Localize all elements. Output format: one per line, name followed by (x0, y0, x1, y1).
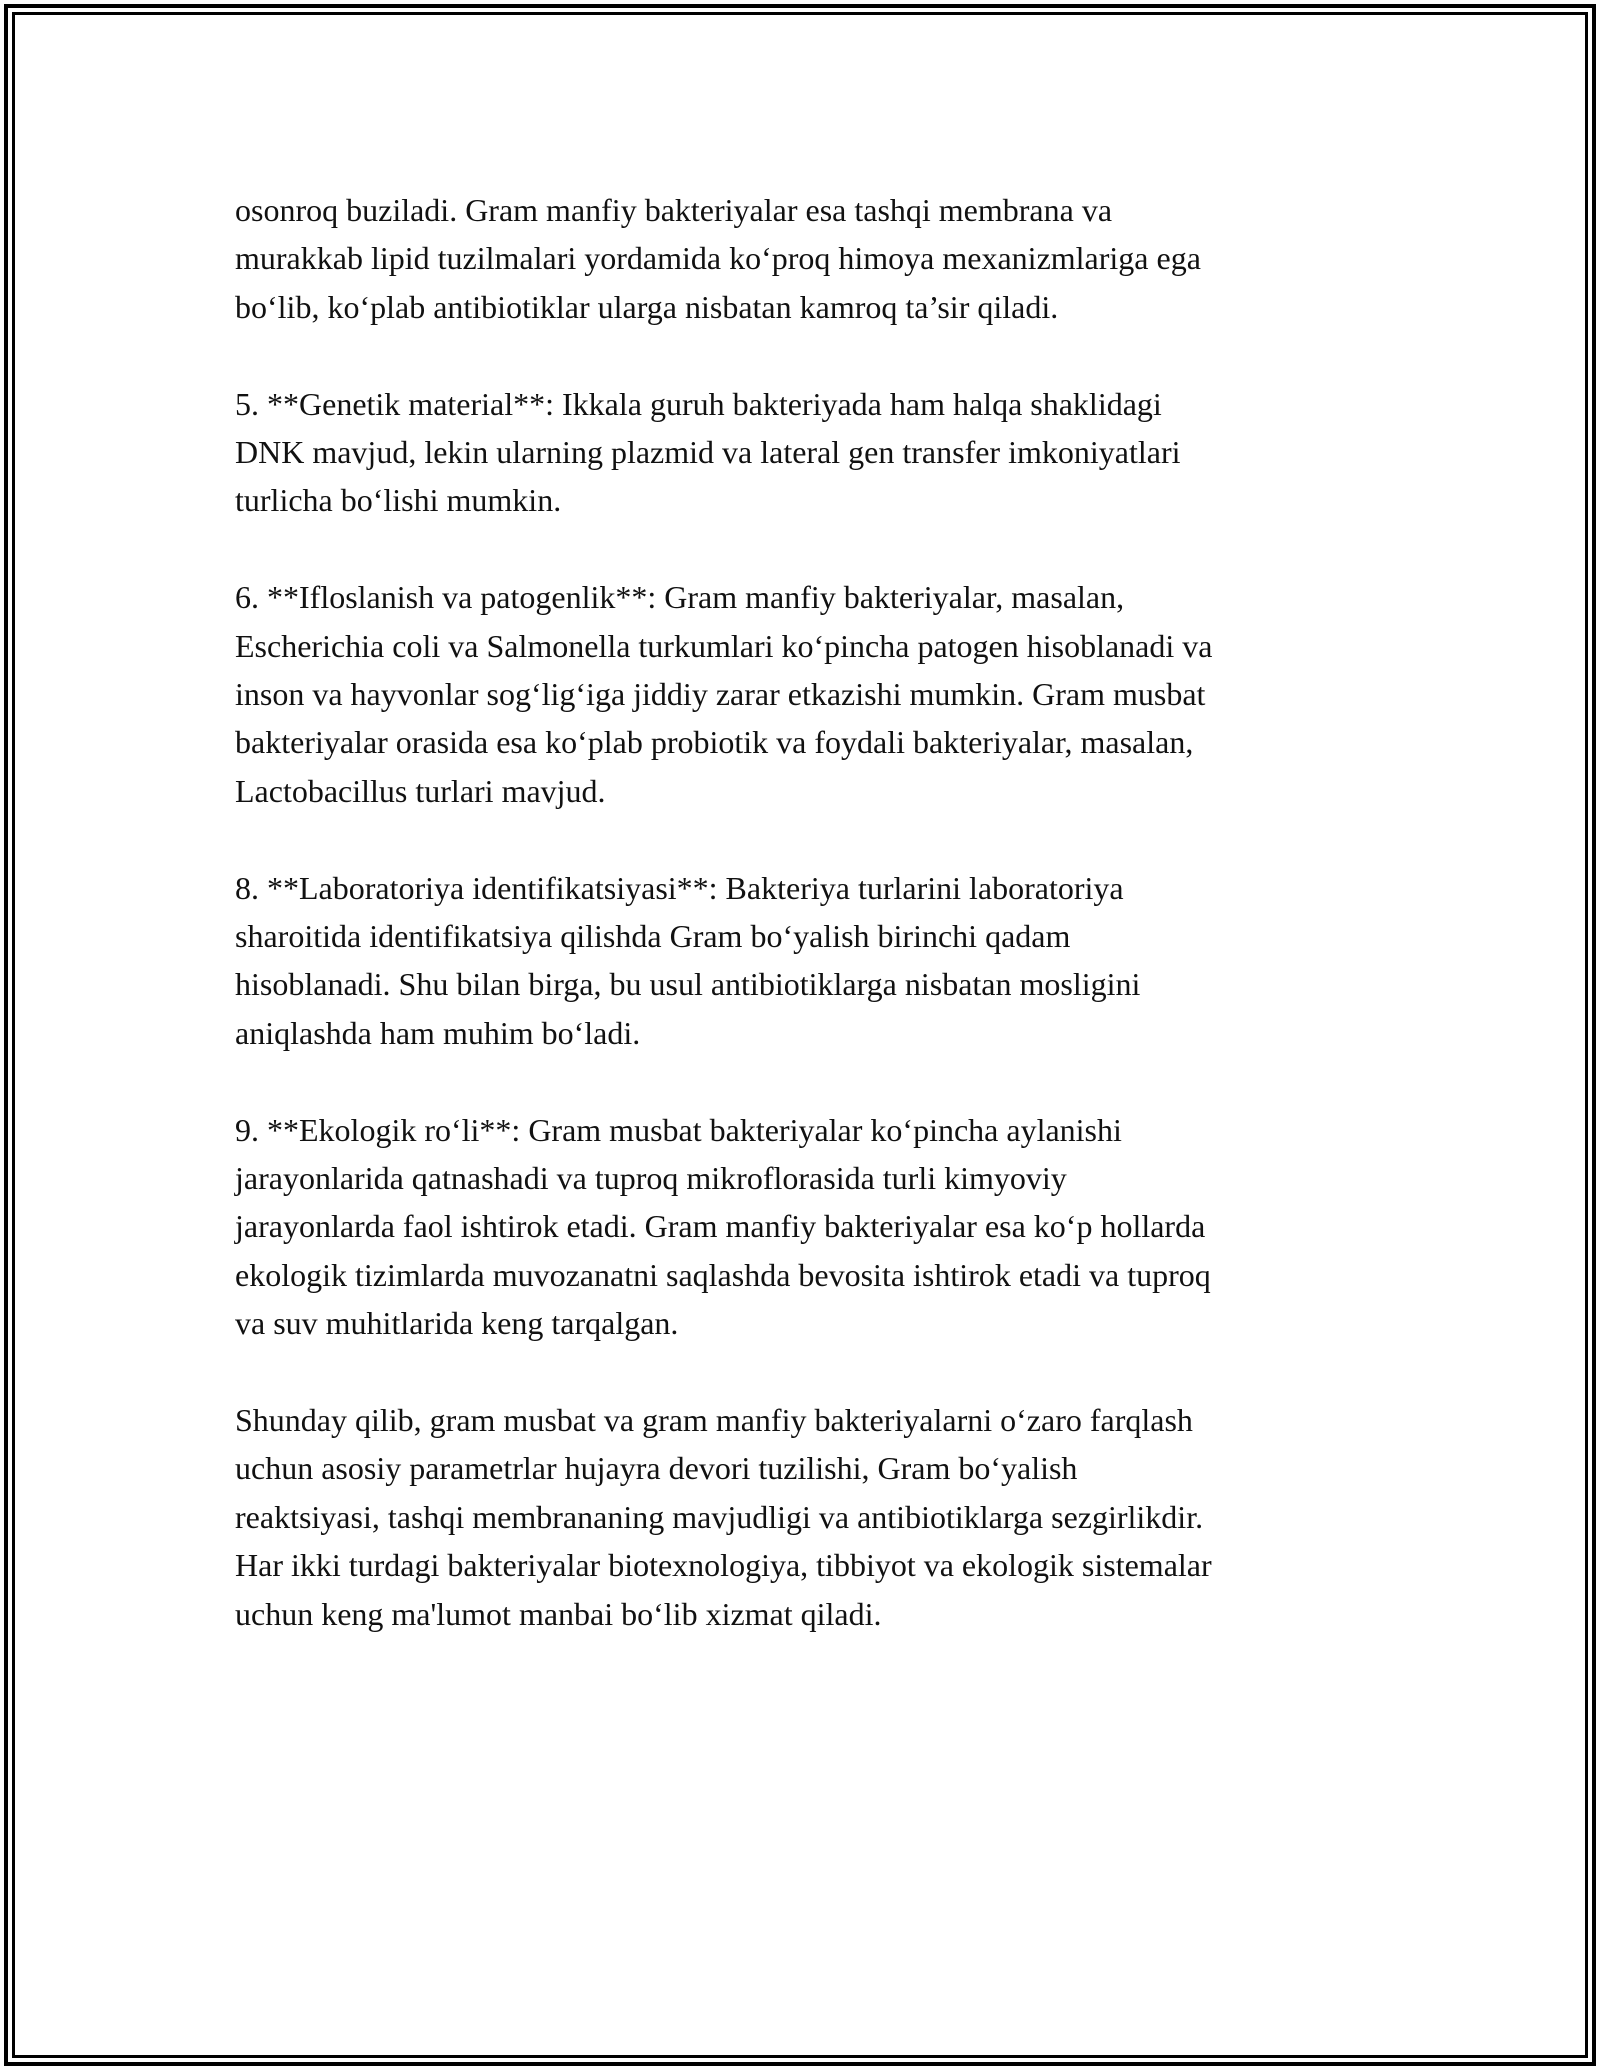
text-line: Lactobacillus turlari mavjud. (235, 772, 606, 809)
text-line: aniqlashda ham muhim bo‘ladi. (235, 1014, 641, 1051)
text-line: murakkab lipid tuzilmalari yordamida ko‘proq himoya mexanizmlariga ega (235, 240, 1201, 277)
paragraph-conclusion (235, 1396, 1375, 1638)
text-line: 9. **Ekologik ro‘li**: Gram musbat bakteriyalar ko‘pincha aylanishi (235, 1111, 1122, 1148)
text-line: 8. **Laboratoriya identifikatsiyasi**: Bakteriya turlarini laboratoriya (235, 869, 1124, 906)
paragraph-continuation (235, 186, 1375, 331)
text-line: bo‘lib, ko‘plab antibiotiklar ularga nisbatan kamroq ta’sir qiladi. (235, 288, 1059, 325)
text-line: hisoblanadi. Shu bilan birga, bu usul antibiotiklarga nisbatan mosligini (235, 966, 1141, 1003)
text-line: sharoitida identifikatsiya qilishda Gram bo‘yalish birinchi qadam (235, 918, 1071, 955)
text-line: jarayonlarida qatnashadi va tuproq mikroflorasida turli kimyoviy (235, 1160, 1067, 1197)
text-line: uchun keng ma'lumot manbai bo‘lib xizmat qiladi. (235, 1595, 882, 1632)
text-line: turlicha bo‘lishi mumkin. (235, 482, 562, 519)
text-line: Har ikki turdagi bakteriyalar biotexnologiya, tibbiyot va ekologik sistemalar (235, 1547, 1212, 1584)
text-line: inson va hayvonlar sog‘lig‘iga jiddiy zarar etkazishi mumkin. Gram musbat (235, 676, 1206, 713)
text-line: ekologik tizimlarda muvozanatni saqlashda bevosita ishtirok etadi va tuproq (235, 1256, 1211, 1293)
text-line: bakteriyalar orasida esa ko‘plab probiotik va foydali bakteriyalar, masalan, (235, 724, 1194, 761)
text-line: DNK mavjud, lekin ularning plazmid va lateral gen transfer imkoniyatlari (235, 434, 1181, 471)
paragraph-lab-identification (235, 864, 1375, 1058)
paragraph-genetic-material (235, 380, 1375, 525)
text-line: uchun asosiy parametrlar hujayra devori tuzilishi, Gram bo‘yalish (235, 1450, 1078, 1487)
text-line: Escherichia coli va Salmonella turkumlari ko‘pincha patogen hisoblanadi va (235, 627, 1213, 664)
text-line: 6. **Ifloslanish va patogenlik**: Gram manfiy bakteriyalar, masalan, (235, 579, 1125, 616)
paragraph-pathogenicity (235, 573, 1375, 815)
text-line: jarayonlarda faol ishtirok etadi. Gram manfiy bakteriyalar esa ko‘p hollarda (235, 1208, 1206, 1245)
text-line: Shunday qilib, gram musbat va gram manfiy bakteriyalarni o‘zaro farqlash (235, 1402, 1193, 1439)
text-line: reaktsiyasi, tashqi membrananing mavjudligi va antibiotiklarga sezgirlikdir. (235, 1498, 1204, 1535)
text-line: 5. **Genetik material**: Ikkala guruh bakteriyada ham halqa shaklidagi (235, 385, 1162, 422)
text-line: va suv muhitlarida keng tarqalgan. (235, 1305, 679, 1342)
document-body (235, 186, 1375, 1687)
text-line: osonroq buziladi. Gram manfiy bakteriyalar esa tashqi membrana va (235, 192, 1113, 228)
paragraph-ecological-role (235, 1106, 1375, 1348)
